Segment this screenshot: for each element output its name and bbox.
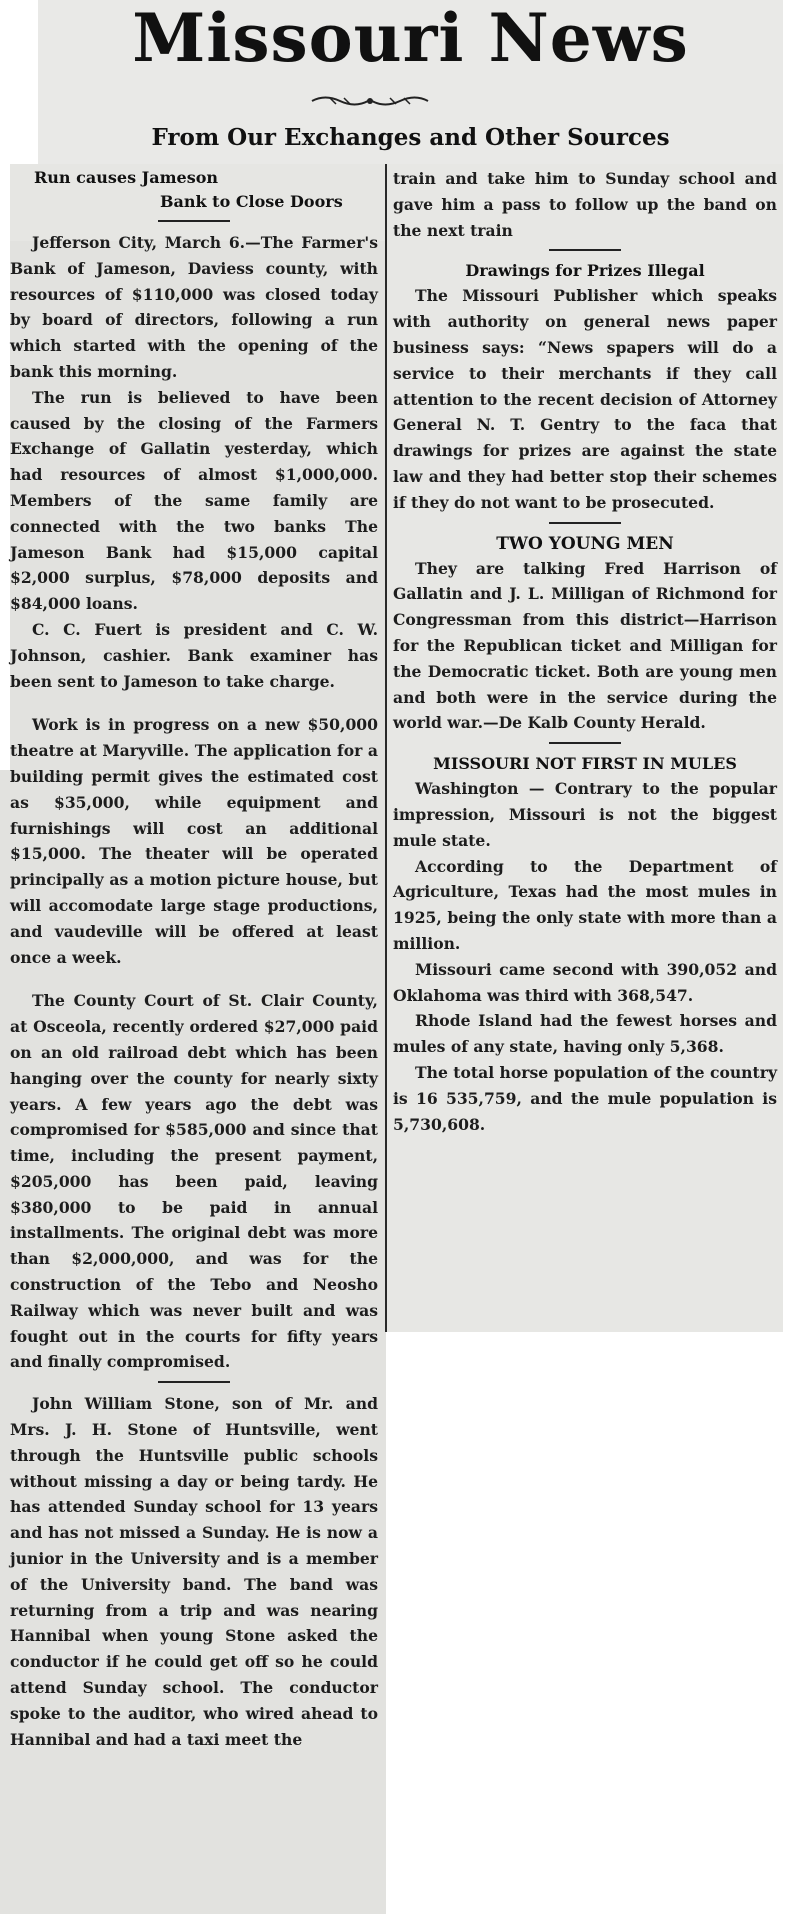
left-column <box>10 166 378 1752</box>
railroad-article <box>10 988 378 1375</box>
bank-article <box>10 166 378 694</box>
bank-headline-line2: Bank to Close Doors <box>160 192 343 211</box>
mules-paragraph-5: The total horse population of the country is 16 535,759, and the mule population is 5,730,608. <box>393 1062 777 1134</box>
stone-article <box>10 1391 378 1752</box>
article-rule <box>549 522 621 524</box>
bank-paragraph-1: Jefferson City, March 6.—The Farmer's Bank of Jameson, Daviess county, with resources of $110,000 was closed today by board of directors, following a run which started with the opening of the bank this morning. <box>10 233 378 381</box>
masthead-title: Missouri News <box>132 0 689 77</box>
headline-rule <box>158 220 230 222</box>
railroad-paragraph: The County Court of St. Clair County, at Osceola, recently ordered $27,000 paid on an old railroad debt which has been hanging over the county for nearly sixty years. A few years ago the debt was compromised for $585,000 and since that time, including the present payment, $205,000 has been paid, leaving $380,000 to be paid in annual installments. The original debt was more than $2,000,000, and was for the construction of the Tebo and Neosho Railway which was never built and was fought out in the courts for fifty years and finally compromised. <box>10 991 378 1372</box>
theatre-paragraph: Work is in progress on a new $50,000 theatre at Maryville. The application for a building permit gives the estimated cost as $35,000, while equipment and furnishings will cost an additional $15,000. The theater will be operated principally as a motion picture house, but will accomodate large stage productions, and vaudeville will be offered at least once a week. <box>10 715 378 967</box>
theatre-article <box>10 712 378 970</box>
young-men-headline: TWO YOUNG MEN <box>496 533 674 554</box>
mules-article <box>393 752 777 1137</box>
column-divider <box>385 164 387 1332</box>
right-column <box>393 166 777 1137</box>
article-rule <box>158 1381 230 1383</box>
bank-headline-line1: Run causes Jameson <box>34 168 218 187</box>
mules-paragraph-1: Washington — Contrary to the popular impression, Missouri is not the biggest mule state. <box>393 779 777 850</box>
stone-paragraph: John William Stone, son of Mr. and Mrs. J. H. Stone of Huntsville, went through the Huntsville public schools without missing a day or being tardy. He has attended Sunday school for 13 years and has not missed a Sunday. He is now a junior in the University and is a member of the University band. The band was returning from a trip and was nearing Hannibal when young Stone asked the conductor if he could get off so he could attend Sunday school. The conductor spoke to the auditor, who wired ahead to Hannibal and had a taxi meet the <box>10 1394 378 1749</box>
drawings-headline: Drawings for Prizes Illegal <box>465 261 705 281</box>
article-rule <box>549 742 621 744</box>
stone-continued-paragraph: train and take him to Sunday school and gave him a pass to follow up the band on the next train <box>393 169 777 240</box>
young-men-article <box>393 532 777 737</box>
mules-paragraph-3: Missouri came second with 390,052 and Oklahoma was third with 368,547. <box>393 959 777 1005</box>
bank-paragraph-3: C. C. Fuert is president and C. W. Johnson, cashier. Bank examiner has been sent to Jameson to take charge. <box>10 619 378 691</box>
drawings-paragraph: The Missouri Publisher which speaks with authority on general news paper business says: “News spapers will do a service to their merchants if they call attention to the recent decision of Attorney General N. T. Gentry to the faca that drawings for prizes are against the state law and they had better stop their schemes if they do not want to be prosecuted. <box>393 286 777 512</box>
masthead-subtitle: From Our Exchanges and Other Sources <box>151 124 670 151</box>
paper-background-left-edge <box>0 770 10 1914</box>
mules-paragraph-4: Rhode Island had the fewest horses and mules of any state, having only 5,368. <box>393 1011 777 1057</box>
bank-paragraph-2: The run is believed to have been caused by the closing of the Farmers Exchange of Gallatin yesterday, which had resources of almost $1,000,000. Members of the same family are connected with the two banks The Jameson Bank had $15,000 capital $2,000 surplus, $78,000 deposits and $84,000 loans. <box>10 387 378 614</box>
mules-paragraph-2: According to the Department of Agriculture, Texas had the most mules in 1925, being the only state with more than a million. <box>393 856 777 953</box>
drawings-article <box>393 259 777 515</box>
young-men-paragraph: They are talking Fred Harrison of Gallatin and J. L. Milligan of Richmond for Congressman from this district—Harrison for the Republican ticket and Milligan for the Democratic ticket. Both are young men and both were in the service during the world war.—De Kalb County Herald. <box>393 558 777 733</box>
flourish-ornament-icon <box>310 94 430 108</box>
mules-headline: MISSOURI NOT FIRST IN MULES <box>433 754 737 774</box>
article-rule <box>549 249 621 251</box>
